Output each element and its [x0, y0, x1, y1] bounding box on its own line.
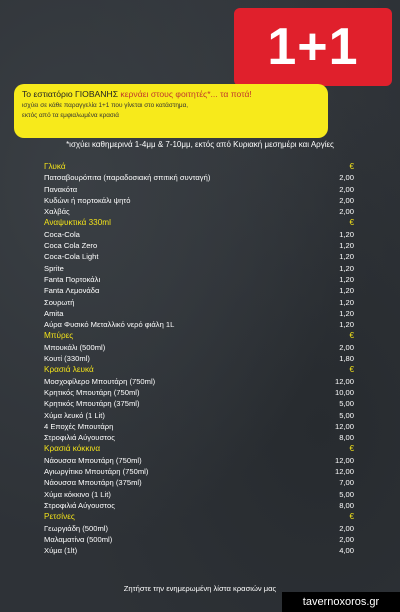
item-name: Στροφιλιά Αύγουστος [44, 500, 115, 510]
promo-box [14, 84, 328, 138]
item-name: Πατσαβουρόπιτα (παραδοσιακή σπιτική συνταγή) [44, 173, 211, 183]
item-name: Sprite [44, 263, 64, 273]
promo-exclusion: εκτός από τα εμφιαλωμένα κρασιά [22, 112, 119, 119]
menu-item [44, 545, 356, 556]
menu-item [44, 263, 356, 274]
item-price: 10,00 [334, 387, 354, 397]
item-price: 1,20 [339, 241, 354, 251]
menu-item [44, 274, 356, 285]
menu-item [44, 297, 356, 308]
currency-symbol: € [349, 512, 354, 522]
item-price: 5,00 [339, 399, 354, 409]
item-price: 1,20 [339, 229, 354, 239]
item-name: Χύμα (1lt) [44, 546, 78, 556]
menu-item [44, 229, 356, 240]
item-name: Χύμα κόκκινο (1 Lit) [44, 489, 111, 499]
item-name: Μοσχοφίλερο Μπουτάρη (750ml) [44, 376, 156, 386]
item-name: Αγιωργίτικο Μπουτάρη (750ml) [44, 467, 149, 477]
menu-item [44, 184, 356, 195]
section-title: Ρετσίνες [44, 512, 75, 522]
section-header [44, 364, 356, 375]
item-price: 2,00 [339, 173, 354, 183]
menu-item [44, 319, 356, 330]
item-price: 8,00 [339, 433, 354, 443]
item-name: Coca Cola Zero [44, 241, 98, 251]
promo-headline-start: Το εστιατόριο ΓΙΟΒΑΝΗΣ [22, 89, 119, 99]
item-name: Πανακότα [44, 184, 78, 194]
item-price: 5,00 [339, 410, 354, 420]
menu-item [44, 387, 356, 398]
item-name: Κρητικός Μπουτάρη (375ml) [44, 399, 140, 409]
promo-badge: 1+1 [234, 8, 392, 86]
item-price: 2,00 [339, 523, 354, 533]
menu-item [44, 342, 356, 353]
item-price: 1,20 [339, 286, 354, 296]
item-name: Amita [44, 308, 64, 318]
item-name: Χαλβάς [44, 207, 70, 217]
menu-item [44, 421, 356, 432]
menu-item [44, 206, 356, 217]
section-header [44, 217, 356, 228]
item-price: 2,00 [339, 534, 354, 544]
promo-headline-highlight: κερνάει στους φοιτητές*... τα ποτά! [120, 89, 252, 99]
item-name: Κουτί (330ml) [44, 354, 90, 364]
menu-item [44, 477, 356, 488]
promo-condition: ισχύει σε κάθε παραγγελία 1+1 που γίνεται στο κατάστημα, [22, 102, 189, 109]
item-price: 2,00 [339, 207, 354, 217]
section-header [44, 161, 356, 172]
item-name: Κυδώνι ή πορτοκάλι ψητό [44, 195, 131, 205]
item-price: 1,80 [339, 354, 354, 364]
item-price: 12,00 [334, 421, 354, 431]
item-price: 1,20 [339, 297, 354, 307]
item-name: Νάουσσα Μπουτάρη (375ml) [44, 478, 142, 488]
section-title: Κρασιά λευκά [44, 365, 94, 375]
item-name: Μαλαματίνα (500ml) [44, 534, 113, 544]
item-name: Coca-Cola Light [44, 252, 99, 262]
item-price: 12,00 [334, 376, 354, 386]
promo-headline [22, 89, 320, 99]
wine-list-note: Ζητήστε την ενημερωμένη λίστα κρασιών μας [123, 584, 277, 593]
currency-symbol: € [349, 331, 354, 341]
item-name: Γεωργιάδη (500ml) [44, 523, 108, 533]
currency-symbol: € [349, 218, 354, 228]
item-price: 12,00 [334, 467, 354, 477]
item-name: Χύμα λευκό (1 Lit) [44, 410, 105, 420]
menu-item [44, 500, 356, 511]
item-name: Αύρα Φυσικό Μεταλλικό νερό φιάλη 1L [44, 320, 175, 330]
menu-item [44, 455, 356, 466]
item-name: Στροφιλιά Αύγουστος [44, 433, 115, 443]
menu-item [44, 285, 356, 296]
price-list [44, 161, 356, 556]
item-name: Fanta Πορτοκάλι [44, 274, 101, 284]
section-header [44, 511, 356, 522]
section-title: Αναψυκτικά 330ml [44, 218, 111, 228]
item-price: 1,20 [339, 252, 354, 262]
item-name: Μπουκάλι (500ml) [44, 342, 106, 352]
item-name: Σουρωτή [44, 297, 75, 307]
section-header [44, 443, 356, 454]
menu-item [44, 172, 356, 183]
item-price: 1,20 [339, 263, 354, 273]
currency-symbol: € [349, 365, 354, 375]
item-price: 1,20 [339, 308, 354, 318]
menu-item [44, 489, 356, 500]
section-title: Γλυκά [44, 162, 66, 171]
item-price: 2,00 [339, 184, 354, 194]
section-title: Μπύρες [44, 331, 74, 341]
item-price: 1,20 [339, 320, 354, 330]
section-title: Κρασιά κόκκινα [44, 444, 101, 454]
menu-item [44, 398, 356, 409]
section-header [44, 330, 356, 341]
item-price: 7,00 [339, 478, 354, 488]
item-name: Fanta Λεμονάδα [44, 286, 100, 296]
menu-item [44, 376, 356, 387]
menu-item [44, 308, 356, 319]
item-price: 1,20 [339, 274, 354, 284]
item-price: 8,00 [339, 500, 354, 510]
menu-item [44, 432, 356, 443]
site-watermark: tavernoxoros.gr [282, 592, 400, 612]
menu-item [44, 534, 356, 545]
hours-note: *ισχύει καθημερινά 1-4μμ & 7-10μμ, εκτός από Κυριακή μεσημέρι και Αργίες [66, 140, 334, 149]
currency-symbol: € [349, 162, 354, 171]
item-price: 2,00 [339, 195, 354, 205]
item-price: 12,00 [334, 455, 354, 465]
menu-item [44, 251, 356, 262]
menu-item [44, 240, 356, 251]
item-price: 4,00 [339, 546, 354, 556]
menu-item [44, 523, 356, 534]
item-price: 2,00 [339, 342, 354, 352]
menu-item [44, 353, 356, 364]
menu-item [44, 410, 356, 421]
item-name: Νάουσσα Μπουτάρη (750ml) [44, 455, 142, 465]
menu-item [44, 195, 356, 206]
currency-symbol: € [349, 444, 354, 454]
item-price: 5,00 [339, 489, 354, 499]
menu-item [44, 466, 356, 477]
item-name: 4 Εποχές Μπουτάρη [44, 421, 114, 431]
item-name: Coca-Cola [44, 229, 80, 239]
item-name: Κρητικός Μπουτάρη (750ml) [44, 387, 140, 397]
